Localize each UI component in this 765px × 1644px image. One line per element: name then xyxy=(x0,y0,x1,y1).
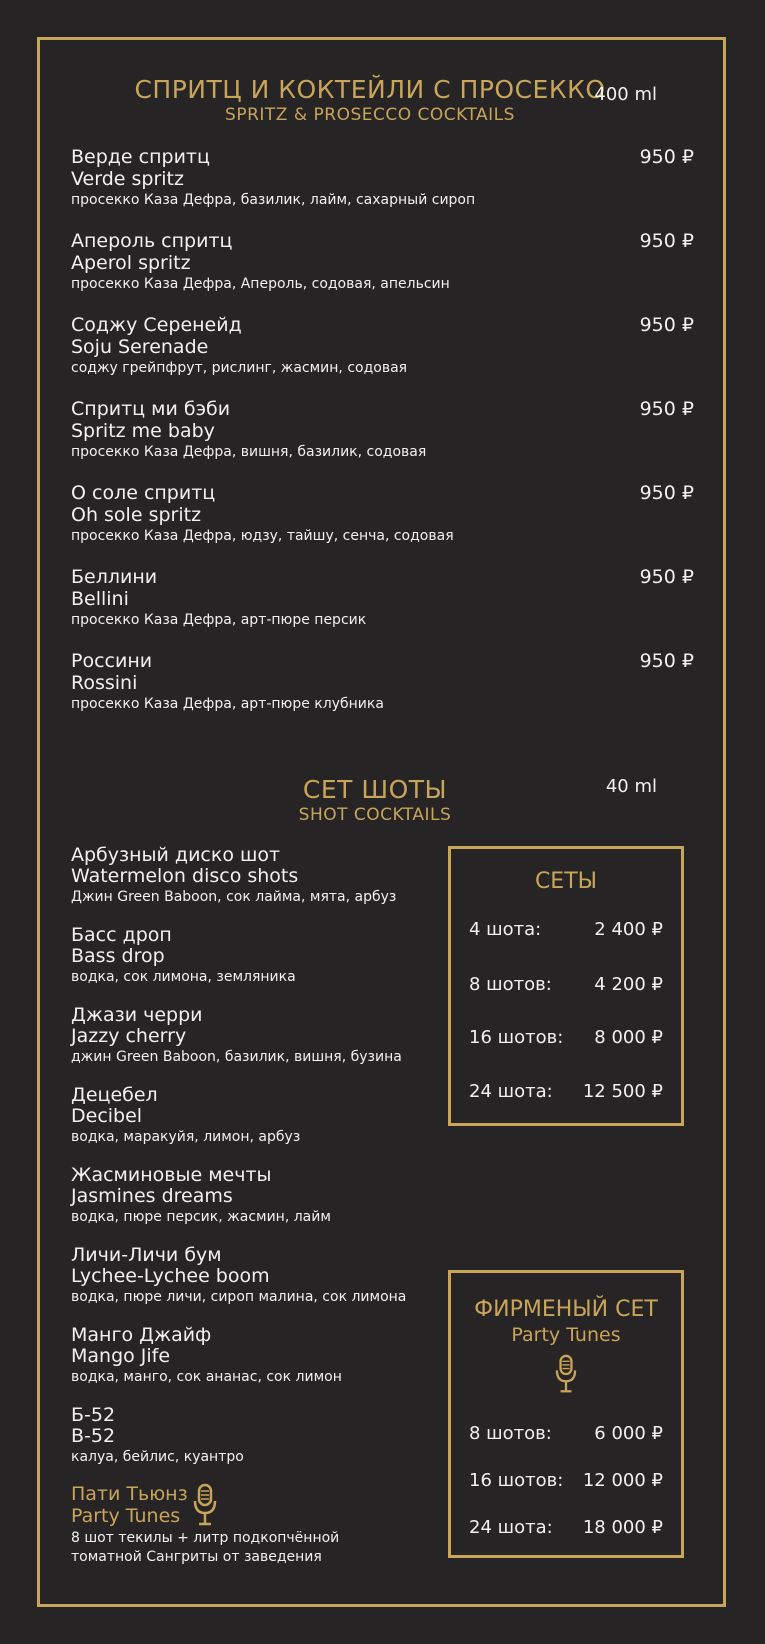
item-name-en: Watermelon disco shots xyxy=(71,865,299,887)
item-price: 950 ₽ xyxy=(639,146,694,168)
item-description: джин Green Baboon, базилик, вишня, бузина xyxy=(71,1049,402,1065)
party-tunes-item xyxy=(71,1483,431,1567)
menu-item xyxy=(71,482,701,546)
set-label: 8 шотов: xyxy=(469,974,552,995)
item-description: просекко Каза Дефра, арт-пюре персик xyxy=(71,612,367,628)
item-name-en: Bass drop xyxy=(71,945,165,967)
item-name-ru: Россини xyxy=(71,650,153,672)
spritz-section-title xyxy=(120,75,620,125)
item-name-ru: Децебел xyxy=(71,1084,158,1106)
set-price: 18 000 ₽ xyxy=(582,1517,663,1538)
spritz-title-en: SPRITZ & PROSECCO COCKTAILS xyxy=(225,105,515,125)
item-price: 950 ₽ xyxy=(639,398,694,420)
item-name-ru: Арбузный диско шот xyxy=(71,844,281,866)
item-name-ru: Апероль спритц xyxy=(71,230,233,252)
menu-item xyxy=(71,650,701,714)
item-price: 950 ₽ xyxy=(639,482,694,504)
item-name-en: Verde spritz xyxy=(71,168,184,190)
item-name-ru: Басс дроп xyxy=(71,924,172,946)
shots-title-en: SHOT COCKTAILS xyxy=(298,805,452,825)
set-price: 4 200 ₽ xyxy=(594,974,663,995)
item-name-ru: Личи-Личи бум xyxy=(71,1244,222,1266)
shot-item xyxy=(71,1085,431,1147)
item-name-ru: О соле спритц xyxy=(71,482,216,504)
signature-box-title: ФИРМЕНЫЙ СЕТ xyxy=(474,1297,658,1322)
item-price: 950 ₽ xyxy=(639,314,694,336)
set-label: 16 шотов: xyxy=(469,1470,564,1491)
item-price: 950 ₽ xyxy=(639,230,694,252)
shot-item xyxy=(71,1405,431,1467)
item-description: водка, манго, сок ананас, сок лимон xyxy=(71,1369,342,1385)
item-name-en: Jazzy cherry xyxy=(71,1025,187,1047)
item-name-en: Oh sole spritz xyxy=(71,504,202,526)
shots-title-ru: СЕТ ШОТЫ xyxy=(302,775,448,804)
item-description: просекко Каза Дефра, вишня, базилик, содовая xyxy=(71,444,427,460)
item-name-en: Rossini xyxy=(71,672,138,694)
item-name-ru: Б-52 xyxy=(71,1404,116,1426)
shot-item xyxy=(71,1245,431,1307)
menu-item xyxy=(71,230,701,294)
item-name-en: Soju Serenade xyxy=(71,336,209,358)
item-name-en: Spritz me baby xyxy=(71,420,215,442)
microphone-icon xyxy=(193,1483,217,1531)
item-description: калуа, бейлис, куантро xyxy=(71,1449,244,1465)
shot-item xyxy=(71,925,431,987)
item-description: водка, пюре личи, сироп малина, сок лимона xyxy=(71,1289,407,1305)
menu-item xyxy=(71,398,701,462)
party-name-ru: Пати Тьюнз xyxy=(71,1483,188,1505)
item-name-en: Aperol spritz xyxy=(71,252,191,274)
item-name-ru: Джази черри xyxy=(71,1004,203,1026)
item-name-ru: Беллини xyxy=(71,566,158,588)
set-price: 8 000 ₽ xyxy=(594,1027,663,1048)
menu-item xyxy=(71,146,701,210)
item-description: просекко Каза Дефра, арт-пюре клубника xyxy=(71,696,384,712)
shot-item xyxy=(71,845,431,907)
shot-item xyxy=(71,1165,431,1227)
shots-section-title xyxy=(240,775,510,825)
item-name-en: B-52 xyxy=(71,1425,116,1447)
signature-set-box xyxy=(448,1270,684,1558)
item-description: Джин Green Baboon, сок лайма, мята, арбуз xyxy=(71,889,397,905)
item-name-ru: Верде спритц xyxy=(71,146,210,168)
spritz-title-ru: СПРИТЦ И КОКТЕЙЛИ С ПРОСЕККО xyxy=(134,75,606,104)
item-name-en: Decibel xyxy=(71,1105,143,1127)
item-description: просекко Каза Дефра, базилик, лайм, сахарный сироп xyxy=(71,192,476,208)
item-price: 950 ₽ xyxy=(639,566,694,588)
set-price: 2 400 ₽ xyxy=(594,919,663,940)
item-description: водка, маракуйя, лимон, арбуз xyxy=(71,1129,301,1145)
microphone-icon xyxy=(451,1354,681,1398)
set-price: 12 000 ₽ xyxy=(582,1470,663,1491)
item-description: просекко Каза Дефра, юдзу, тайшу, сенча, содовая xyxy=(71,528,454,544)
set-label: 16 шотов: xyxy=(469,1027,564,1048)
item-description: водка, пюре персик, жасмин, лайм xyxy=(71,1209,331,1225)
item-description: просекко Каза Дефра, Апероль, содовая, апельсин xyxy=(71,276,450,292)
item-name-en: Lychee-Lychee boom xyxy=(71,1265,270,1287)
party-desc-line-2: томатной Сангриты от заведения xyxy=(71,1549,322,1565)
set-label: 24 шота: xyxy=(469,1081,553,1102)
set-label: 24 шота: xyxy=(469,1517,553,1538)
shot-item xyxy=(71,1325,431,1387)
shots-volume: 40 ml xyxy=(605,776,657,797)
item-name-en: Mango Jife xyxy=(71,1345,171,1367)
set-label: 8 шотов: xyxy=(469,1423,552,1444)
sets-box xyxy=(448,846,684,1126)
item-name-ru: Жасминовые мечты xyxy=(71,1164,272,1186)
item-name-ru: Соджу Серенейд xyxy=(71,314,242,336)
item-name-en: Bellini xyxy=(71,588,129,610)
set-label: 4 шота: xyxy=(469,919,542,940)
spritz-volume: 400 ml xyxy=(594,84,657,105)
set-price: 6 000 ₽ xyxy=(594,1423,663,1444)
item-description: соджу грейпфрут, рислинг, жасмин, содовая xyxy=(71,360,408,376)
item-name-ru: Манго Джайф xyxy=(71,1324,212,1346)
party-name-en: Party Tunes xyxy=(71,1505,181,1527)
sets-box-title: СЕТЫ xyxy=(534,869,598,894)
shot-item xyxy=(71,1005,431,1067)
menu-item xyxy=(71,566,701,630)
menu-item xyxy=(71,314,701,378)
item-description: водка, сок лимона, земляника xyxy=(71,969,296,985)
party-desc-line-1: 8 шот текилы + литр подкопчённой xyxy=(71,1530,340,1546)
item-name-ru: Спритц ми бэби xyxy=(71,398,231,420)
set-price: 12 500 ₽ xyxy=(582,1081,663,1102)
item-name-en: Jasmines dreams xyxy=(71,1185,233,1207)
signature-box-subtitle: Party Tunes xyxy=(511,1324,621,1346)
item-price: 950 ₽ xyxy=(639,650,694,672)
